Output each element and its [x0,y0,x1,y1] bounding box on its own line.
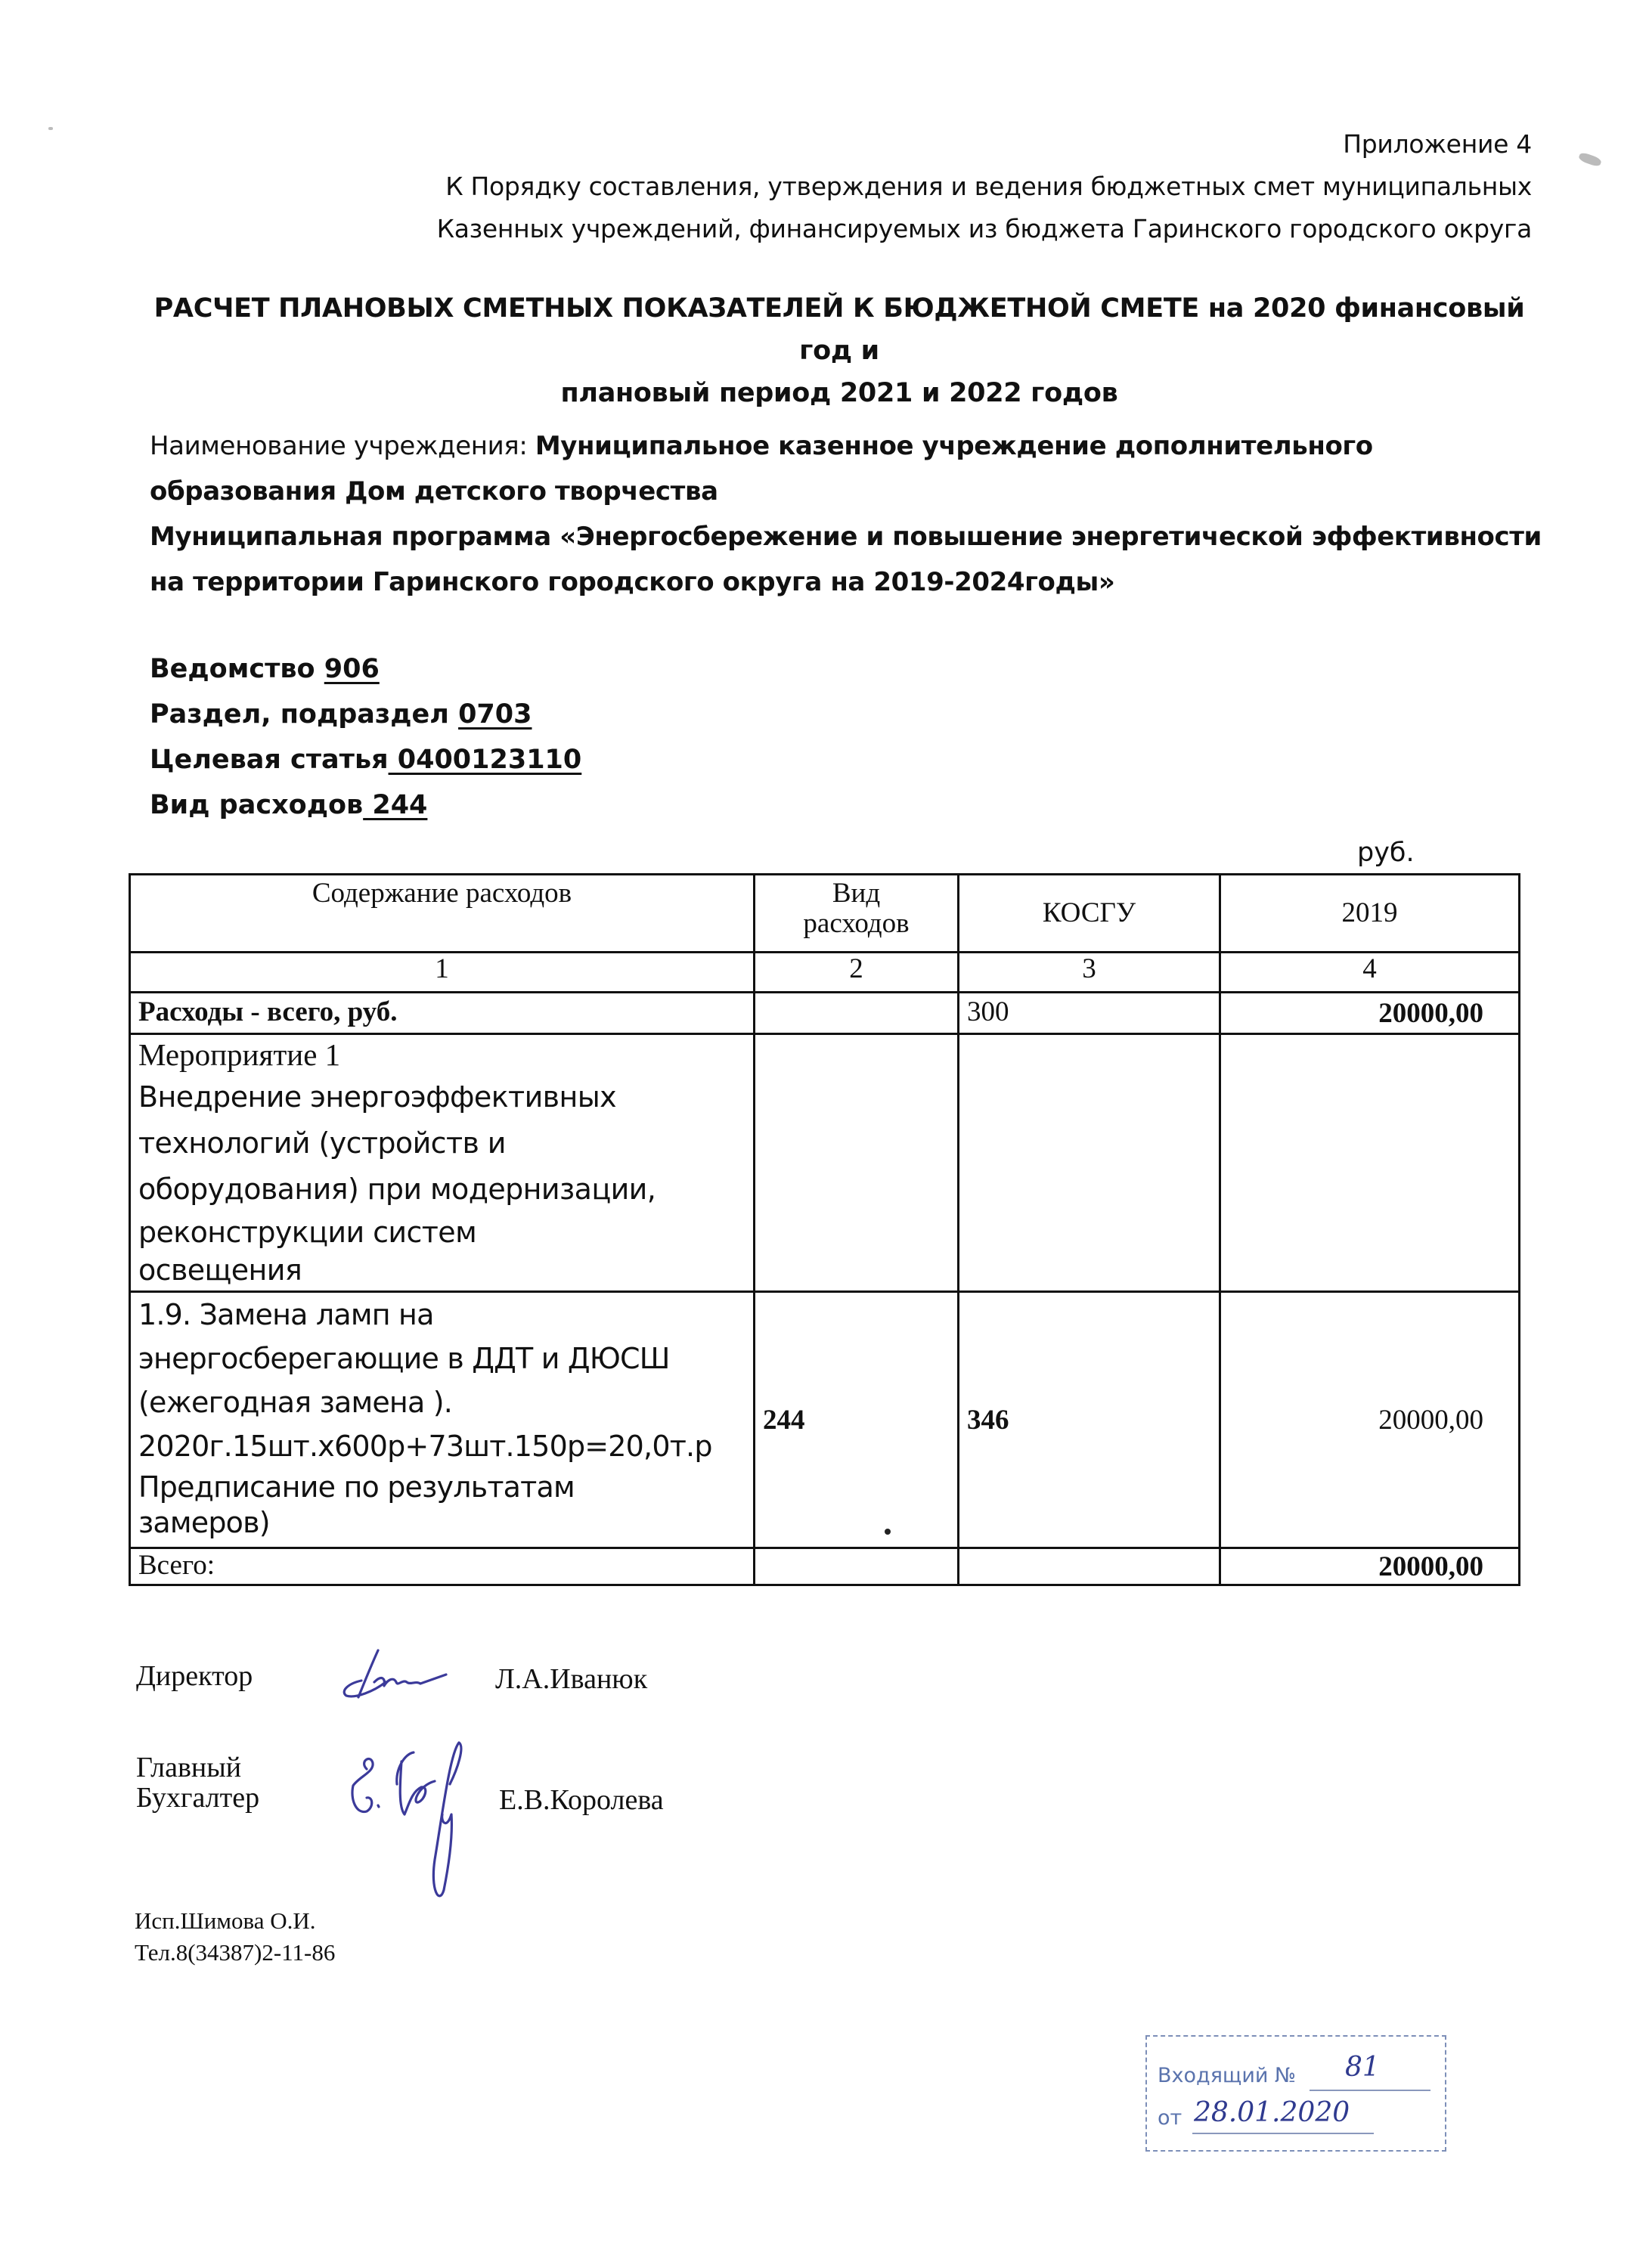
item-description: 1.9. Замена ламп на энергосберегающие в ДДТ и ДЮСШ (ежегодная замена ). 2020г.15шт.х600р+73шт.150р=20,0т.р Предписание по результатам замеров) [130,1292,755,1548]
event-vid [755,1034,959,1292]
column-number: 3 [959,953,1220,993]
program-line2: на территории Гаринского городского округа на 2019-2024годы» [150,567,1115,597]
header-year: 2019 [1220,875,1520,953]
expense-table [129,873,1520,1586]
column-number: 1 [130,953,755,993]
department-value: 906 [324,654,380,684]
expense-type-code: Вид расходов 244 [150,790,428,820]
total-vid [755,993,959,1034]
table-header-row [130,875,1520,953]
item-amount: 20000,00 [1220,1292,1520,1548]
section-value: 0703 [458,699,532,730]
institution-block [150,423,1548,605]
target-article-code: Целевая статья 0400123110 [150,745,582,775]
accountant-signature-icon [336,1739,503,1913]
executor-phone: Тел.8(34387)2-11-86 [135,1939,336,1966]
event-description: Мероприятие 1 Внедрение энергоэффективных технологий (устройств и оборудования) при модернизации, реконструкции систем освещения [130,1034,755,1292]
director-name: Л.А.Иванюк [495,1663,648,1695]
stamp-number-line [1310,2090,1430,2091]
table-row-grand-total [130,1548,1520,1585]
stamp-incoming-number: 81 [1345,2052,1380,2083]
grand-total-label: Всего: [130,1548,755,1585]
institution-label: Наименование учреждения: [150,431,535,461]
header-kosgu: КОСГУ [959,875,1220,953]
event-kosgu [959,1034,1220,1292]
appendix-order-line2: Казенных учреждений, финансируемых из бюджета Гаринского городского округа [436,214,1532,243]
currency-unit: руб. [1357,838,1415,868]
table-row-item [130,1292,1520,1548]
total-label: Расходы - всего, руб. [130,993,755,1034]
accountant-title: Главный Бухгалтер [136,1752,260,1814]
stamp-date-label: от [1158,2106,1183,2130]
total-amount: 20000,00 [1220,993,1520,1034]
stamp-date-value: 28.01.2020 [1194,2097,1350,2128]
incoming-stamp [1145,2035,1446,2152]
accountant-name: Е.В.Королева [499,1784,664,1816]
title-line1: РАСЧЕТ ПЛАНОВЫХ СМЕТНЫХ ПОКАЗАТЕЛЕЙ К БЮДЖЕТНОЙ СМЕТЕ на 2020 финансовый год и [153,293,1525,366]
header-content: Содержание расходов [130,875,755,953]
stray-dot [885,1529,891,1535]
stamp-incoming-label: Входящий № [1158,2064,1297,2087]
executor-name: Исп.Шимова О.И. [135,1907,316,1934]
appendix-header [437,123,1532,250]
table-row-total-expenses [130,993,1520,1034]
institution-name-line2: образования Дом детского творчества [150,476,718,507]
column-number: 2 [755,953,959,993]
target-article-value: 0400123110 [388,745,582,775]
expense-type-value: 244 [363,790,428,820]
director-title: Директор [136,1660,253,1692]
document-title [151,287,1527,414]
appendix-number: Приложение 4 [1343,129,1532,159]
section-code: Раздел, подраздел 0703 [150,699,532,730]
item-kosgu: 346 [959,1292,1220,1548]
department-code: Ведомство 906 [150,654,380,684]
column-number-row [130,953,1520,993]
scan-speck [1578,151,1602,168]
table-row-event [130,1034,1520,1292]
column-number: 4 [1220,953,1520,993]
budget-codes [150,646,581,828]
stamp-date-line [1192,2133,1374,2134]
event-amount [1220,1034,1520,1292]
scan-speck [48,127,53,130]
event-title: Мероприятие 1 [138,1037,341,1072]
grand-total-amount: 20000,00 [1220,1548,1520,1585]
total-kosgu: 300 [959,993,1220,1034]
institution-name-line1: Муниципальное казенное учреждение дополнительного [535,431,1373,461]
title-line2: плановый период 2021 и 2022 годов [560,378,1118,408]
program-line1: Муниципальная программа «Энергосбережение и повышение энергетической эффективности [150,522,1542,552]
item-vid: 244 [755,1292,959,1548]
executor-contact [135,1905,335,1969]
header-expense-type: Вид расходов [755,875,959,953]
director-signature-icon [333,1644,469,1705]
appendix-order-line1: К Порядку составления, утверждения и ведения бюджетных смет муниципальных [445,172,1532,201]
